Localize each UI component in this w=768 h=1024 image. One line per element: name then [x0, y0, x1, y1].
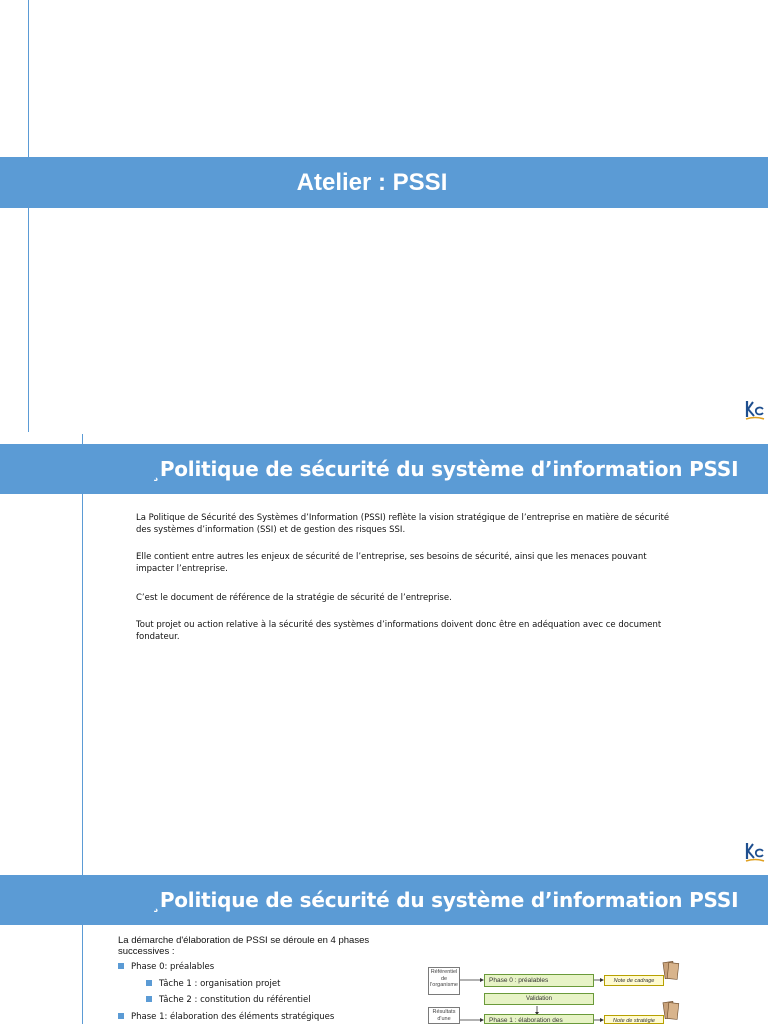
diagram-note-cadrage: Note de cadrage: [604, 975, 664, 986]
bullet-task-2: Tâche 2 : constitution du référentiel: [146, 995, 311, 1005]
slide-2: [0, 432, 768, 873]
slide-1-title: Atelier : PSSI: [296, 169, 448, 196]
slide-1: [0, 0, 768, 432]
company-logo-icon: [744, 398, 766, 422]
bullet-phase-1: Phase 1: élaboration des éléments stratégiques: [118, 1012, 334, 1022]
diagram-phase-1: Phase 1 : élaboration des: [484, 1014, 594, 1024]
bullet-task-1: Tâche 1 : organisation projet: [146, 979, 280, 989]
slide-3-title: ¸Politique de sécurité du système d’information PSSI: [152, 888, 739, 913]
paragraph-pssi-contents: Elle contient entre autres les enjeux de sécurité de l’entreprise, ses besoins de sécurité, ainsi que les menaces pouvant impacter l’entreprise.: [136, 552, 647, 574]
document-stack-icon: [663, 961, 679, 1019]
diagram-input-referentiel: Référentiel de l'organisme: [428, 967, 460, 995]
slide-2-title: ¸Politique de sécurité du système d’information PSSI: [152, 457, 739, 482]
slide-2-left-rule: [82, 434, 83, 873]
paragraph-reference-document: C’est le document de référence de la stratégie de sécurité de l’entreprise.: [136, 593, 452, 603]
bullet-square-icon: [118, 963, 124, 969]
diagram-input-resultats: Résultats d'une: [428, 1007, 460, 1024]
company-logo-icon: [744, 840, 766, 864]
diagram-validation: Validation: [484, 993, 594, 1005]
slide-3-intro: La démarche d'élaboration de PSSI se déroule en 4 phases successives :: [118, 935, 370, 957]
diagram-note-strategie: Note de stratégie: [604, 1015, 664, 1024]
paragraph-pssi-definition: La Politique de Sécurité des Systèmes d’Information (PSSI) reflète la vision stratégique de l’entreprise en matière de sécurité des systèmes d’information (SSI) et de gestion des risques SSI.: [136, 513, 670, 535]
bullet-square-icon: [146, 980, 152, 986]
diagram-phase-0: Phase 0 : préalables: [484, 974, 594, 987]
bullet-square-icon: [146, 996, 152, 1002]
paragraph-projects-alignment: Tout projet ou action relative à la sécurité des systèmes d’informations doivent donc être en adéquation avec ce document fondateur.: [136, 620, 662, 642]
bullet-square-icon: [118, 1013, 124, 1019]
bullet-phase-0: Phase 0: préalables: [118, 962, 214, 972]
slide-1-left-rule: [28, 0, 29, 432]
